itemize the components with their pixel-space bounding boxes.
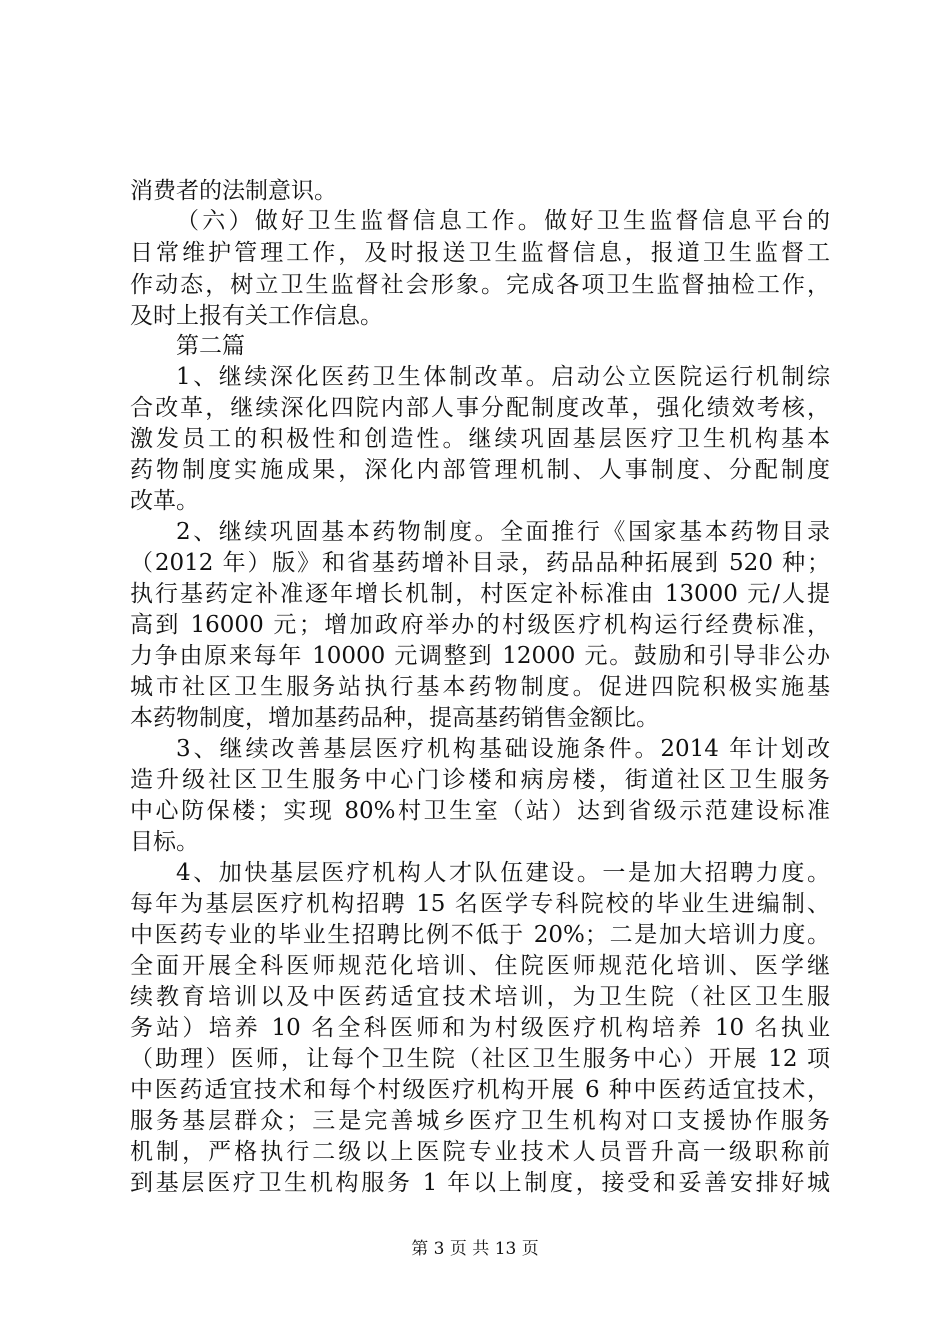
text-line: 全面开展全科医师规范化培训、住院医师规范化培训、医学继 [130, 953, 830, 979]
text-line: 每年为基层医疗机构招聘 15 名医学专科院校的毕业生进编制、 [130, 891, 830, 917]
text-line: 到基层医疗卫生机构服务 1 年以上制度，接受和妥善安排好城 [130, 1170, 830, 1196]
text-line: 务站）培养 10 名全科医师和为村级医疗机构培养 10 名执业 [130, 1015, 830, 1041]
text-line: 城市社区卫生服务站执行基本药物制度。促进四院积极实施基 [130, 674, 830, 700]
text-line: 合改革，继续深化四院内部人事分配制度改革，强化绩效考核， [130, 395, 830, 421]
text-line: （六）做好卫生监督信息工作。做好卫生监督信息平台的 [176, 208, 830, 234]
text-line: 消费者的法制意识。 [130, 178, 337, 204]
text-line: 2、继续巩固基本药物制度。全面推行《国家基本药物目录 [176, 519, 830, 545]
text-line: （2012 年）版》和省基药增补目录，药品品种拓展到 520 种； [130, 550, 830, 576]
text-line: （助理）医师，让每个卫生院（社区卫生服务中心）开展 12 项 [130, 1046, 830, 1072]
text-line: 执行基药定补准逐年增长机制，村医定补标准由 13000 元/人提 [130, 581, 830, 607]
text-line: 及时上报有关工作信息。 [130, 303, 383, 329]
text-line: 1、继续深化医药卫生体制改革。启动公立医院运行机制综 [176, 364, 830, 390]
page-footer: 第 3 页 共 13 页 [411, 1239, 539, 1259]
text-line: 中医药适宜技术和每个村级医疗机构开展 6 种中医药适宜技术， [130, 1077, 830, 1103]
text-line: 力争由原来每年 10000 元调整到 12000 元。鼓励和引导非公办 [130, 643, 830, 669]
text-line: 改革。 [130, 488, 199, 514]
section-heading: 第二篇 [176, 333, 245, 359]
text-line: 造升级社区卫生服务中心门诊楼和病房楼，街道社区卫生服务 [130, 767, 830, 793]
text-line: 续教育培训以及中医药适宜技术培训，为卫生院（社区卫生服 [130, 984, 830, 1010]
text-line: 激发员工的积极性和创造性。继续巩固基层医疗卫生机构基本 [130, 426, 830, 452]
text-line: 中医药专业的毕业生招聘比例不低于 20%；二是加大培训力度。 [130, 922, 830, 948]
text-line: 4、加快基层医疗机构人才队伍建设。一是加大招聘力度。 [176, 860, 830, 886]
text-line: 中心防保楼；实现 80%村卫生室（站）达到省级示范建设标准 [130, 798, 830, 824]
text-line: 日常维护管理工作，及时报送卫生监督信息，报道卫生监督工 [130, 240, 830, 266]
text-line: 高到 16000 元；增加政府举办的村级医疗机构运行经费标准， [130, 612, 830, 638]
text-line: 目标。 [130, 829, 199, 855]
text-line: 服务基层群众；三是完善城乡医疗卫生机构对口支援协作服务 [130, 1108, 830, 1134]
text-line: 机制，严格执行二级以上医院专业技术人员晋升高一级职称前 [130, 1139, 830, 1165]
text-line: 本药物制度，增加基药品种，提高基药销售金额比。 [130, 705, 659, 731]
text-line: 3、继续改善基层医疗机构基础设施条件。2014 年计划改 [176, 736, 830, 762]
text-line: 药物制度实施成果，深化内部管理机制、人事制度、分配制度 [130, 457, 830, 483]
text-line: 作动态，树立卫生监督社会形象。完成各项卫生监督抽检工作， [130, 272, 830, 298]
